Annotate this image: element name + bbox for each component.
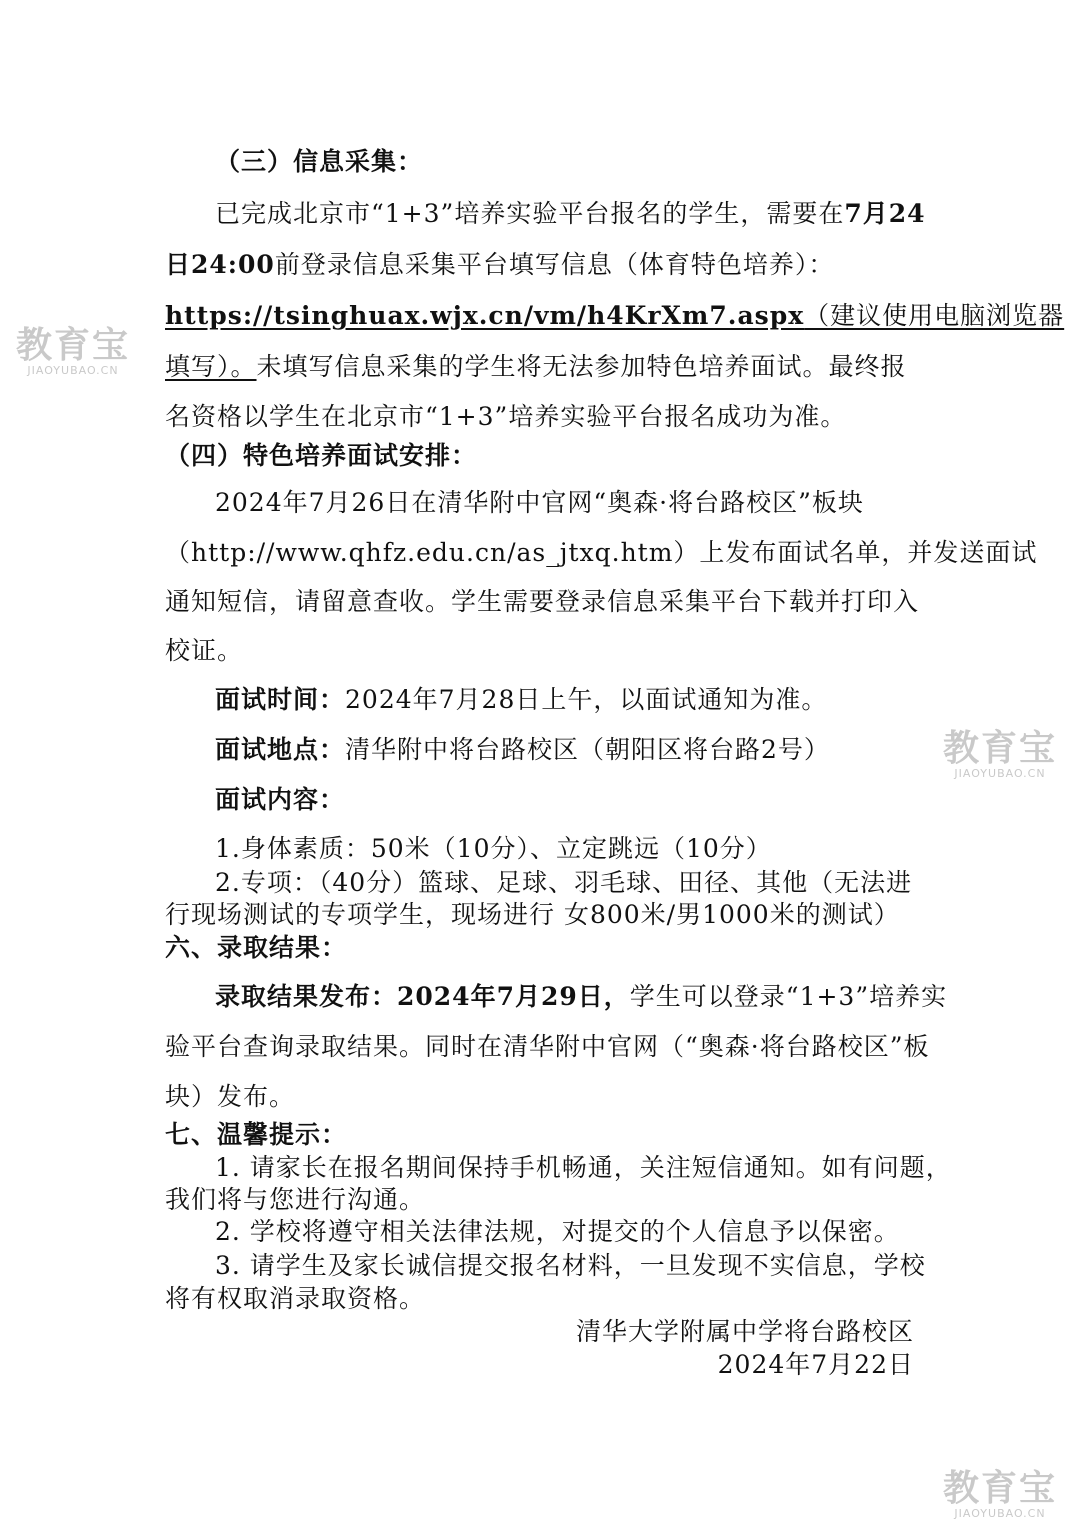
tip-item: 我们将与您进行沟通。: [165, 1185, 426, 1214]
signature-organization: 清华大学附属中学将台路校区: [575, 1317, 914, 1346]
paragraph-line: [215, 198, 926, 230]
paragraph-line: 块）发布。: [165, 1082, 296, 1111]
paragraph-line: 通知短信，请留意查收。学生需要登录信息采集平台下载并打印入: [165, 587, 920, 616]
tip-item: 1. 请家长在报名期间保持手机畅通，关注短信通知。如有问题，: [215, 1153, 952, 1182]
signature-date: 2024年7月22日: [717, 1350, 914, 1379]
watermark-logo: [14, 327, 132, 377]
interview-time: [215, 684, 827, 716]
result-release-label: 录取结果发布：2024年7月29日，: [215, 982, 630, 1011]
watermark-text: 教育宝: [15, 325, 130, 366]
paragraph-line: [165, 300, 1064, 332]
paragraph-line: [215, 981, 947, 1013]
watermark-domain: JIAOYUBAO.CN: [954, 767, 1046, 780]
section-7-heading: 七、温馨提示：: [165, 1120, 348, 1149]
interview-content-label: 面试内容：: [215, 785, 346, 814]
paragraph-line: 名资格以学生在北京市“1+3”培养实验平台报名成功为准。: [165, 402, 847, 431]
paragraph-line: 校证。: [165, 636, 244, 665]
interview-content-item: 1.身体素质：50米（10分）、立定跳远（10分）: [215, 834, 772, 863]
tip-item: 3. 请学生及家长诚信提交报名材料，一旦发现不实信息，学校: [215, 1251, 926, 1280]
interview-time-value: 2024年7月28日上午，以面试通知为准。: [345, 685, 828, 714]
section-6-heading: 六、录取结果：: [165, 933, 348, 962]
watermark-domain: JIAOYUBAO.CN: [27, 364, 119, 377]
interview-place-label: 面试地点：: [215, 735, 346, 764]
tip-item: 将有权取消录取资格。: [165, 1284, 426, 1313]
section-3-heading: （三）信息采集：: [215, 147, 424, 176]
tip-item: 2. 学校将遵守相关法律法规，对提交的个人信息予以保密。: [215, 1217, 900, 1246]
interview-content-item: 行现场测试的专项学生，现场进行 女800米/男1000米的测试）: [165, 900, 900, 929]
info-collection-link[interactable]: https://tsinghuax.wjx.cn/vm/h4KrXm7.aspx: [165, 301, 805, 330]
paragraph-line: 验平台查询录取结果。同时在清华附中官网（“奥森·将台路校区”板: [165, 1032, 930, 1061]
paragraph-line: [165, 351, 907, 383]
browser-note: （建议使用电脑浏览器: [804, 301, 1065, 330]
text: 未填写信息采集的学生将无法参加特色培养面试。最终报: [256, 352, 907, 381]
watermark-logo: [940, 730, 1060, 780]
paragraph-line: 2024年7月26日在清华附中官网“奥森·将台路校区”板块: [215, 488, 864, 517]
interview-place-value: 清华附中将台路校区（朝阳区将台路2号）: [345, 735, 830, 764]
deadline-date: 7月24: [844, 199, 926, 228]
text: 前登录信息采集平台填写信息（体育特色培养）：: [274, 250, 835, 279]
text: 已完成北京市“1+3”培养实验平台报名的学生，需要在: [215, 199, 845, 228]
paragraph-line: [165, 249, 834, 281]
watermark-text: 教育宝: [942, 728, 1057, 769]
interview-time-label: 面试时间：: [215, 685, 346, 714]
watermark-logo: [940, 1470, 1060, 1520]
browser-note-end: 填写）。: [165, 352, 257, 381]
interview-content-item: 2.专项：（40分）篮球、足球、羽毛球、田径、其他（无法进: [215, 868, 913, 897]
deadline-time: 日24:00: [165, 250, 275, 279]
watermark-domain: JIAOYUBAO.CN: [954, 1507, 1046, 1520]
watermark-text: 教育宝: [942, 1468, 1057, 1509]
section-4-heading: （四）特色培养面试安排：: [165, 441, 478, 470]
text: 学生可以登录“1+3”培养实: [629, 982, 948, 1011]
interview-place: [215, 734, 830, 766]
paragraph-line: （http://www.qhfz.edu.cn/as_jtxq.htm）上发布面试名单，并发送面试: [165, 538, 1038, 567]
